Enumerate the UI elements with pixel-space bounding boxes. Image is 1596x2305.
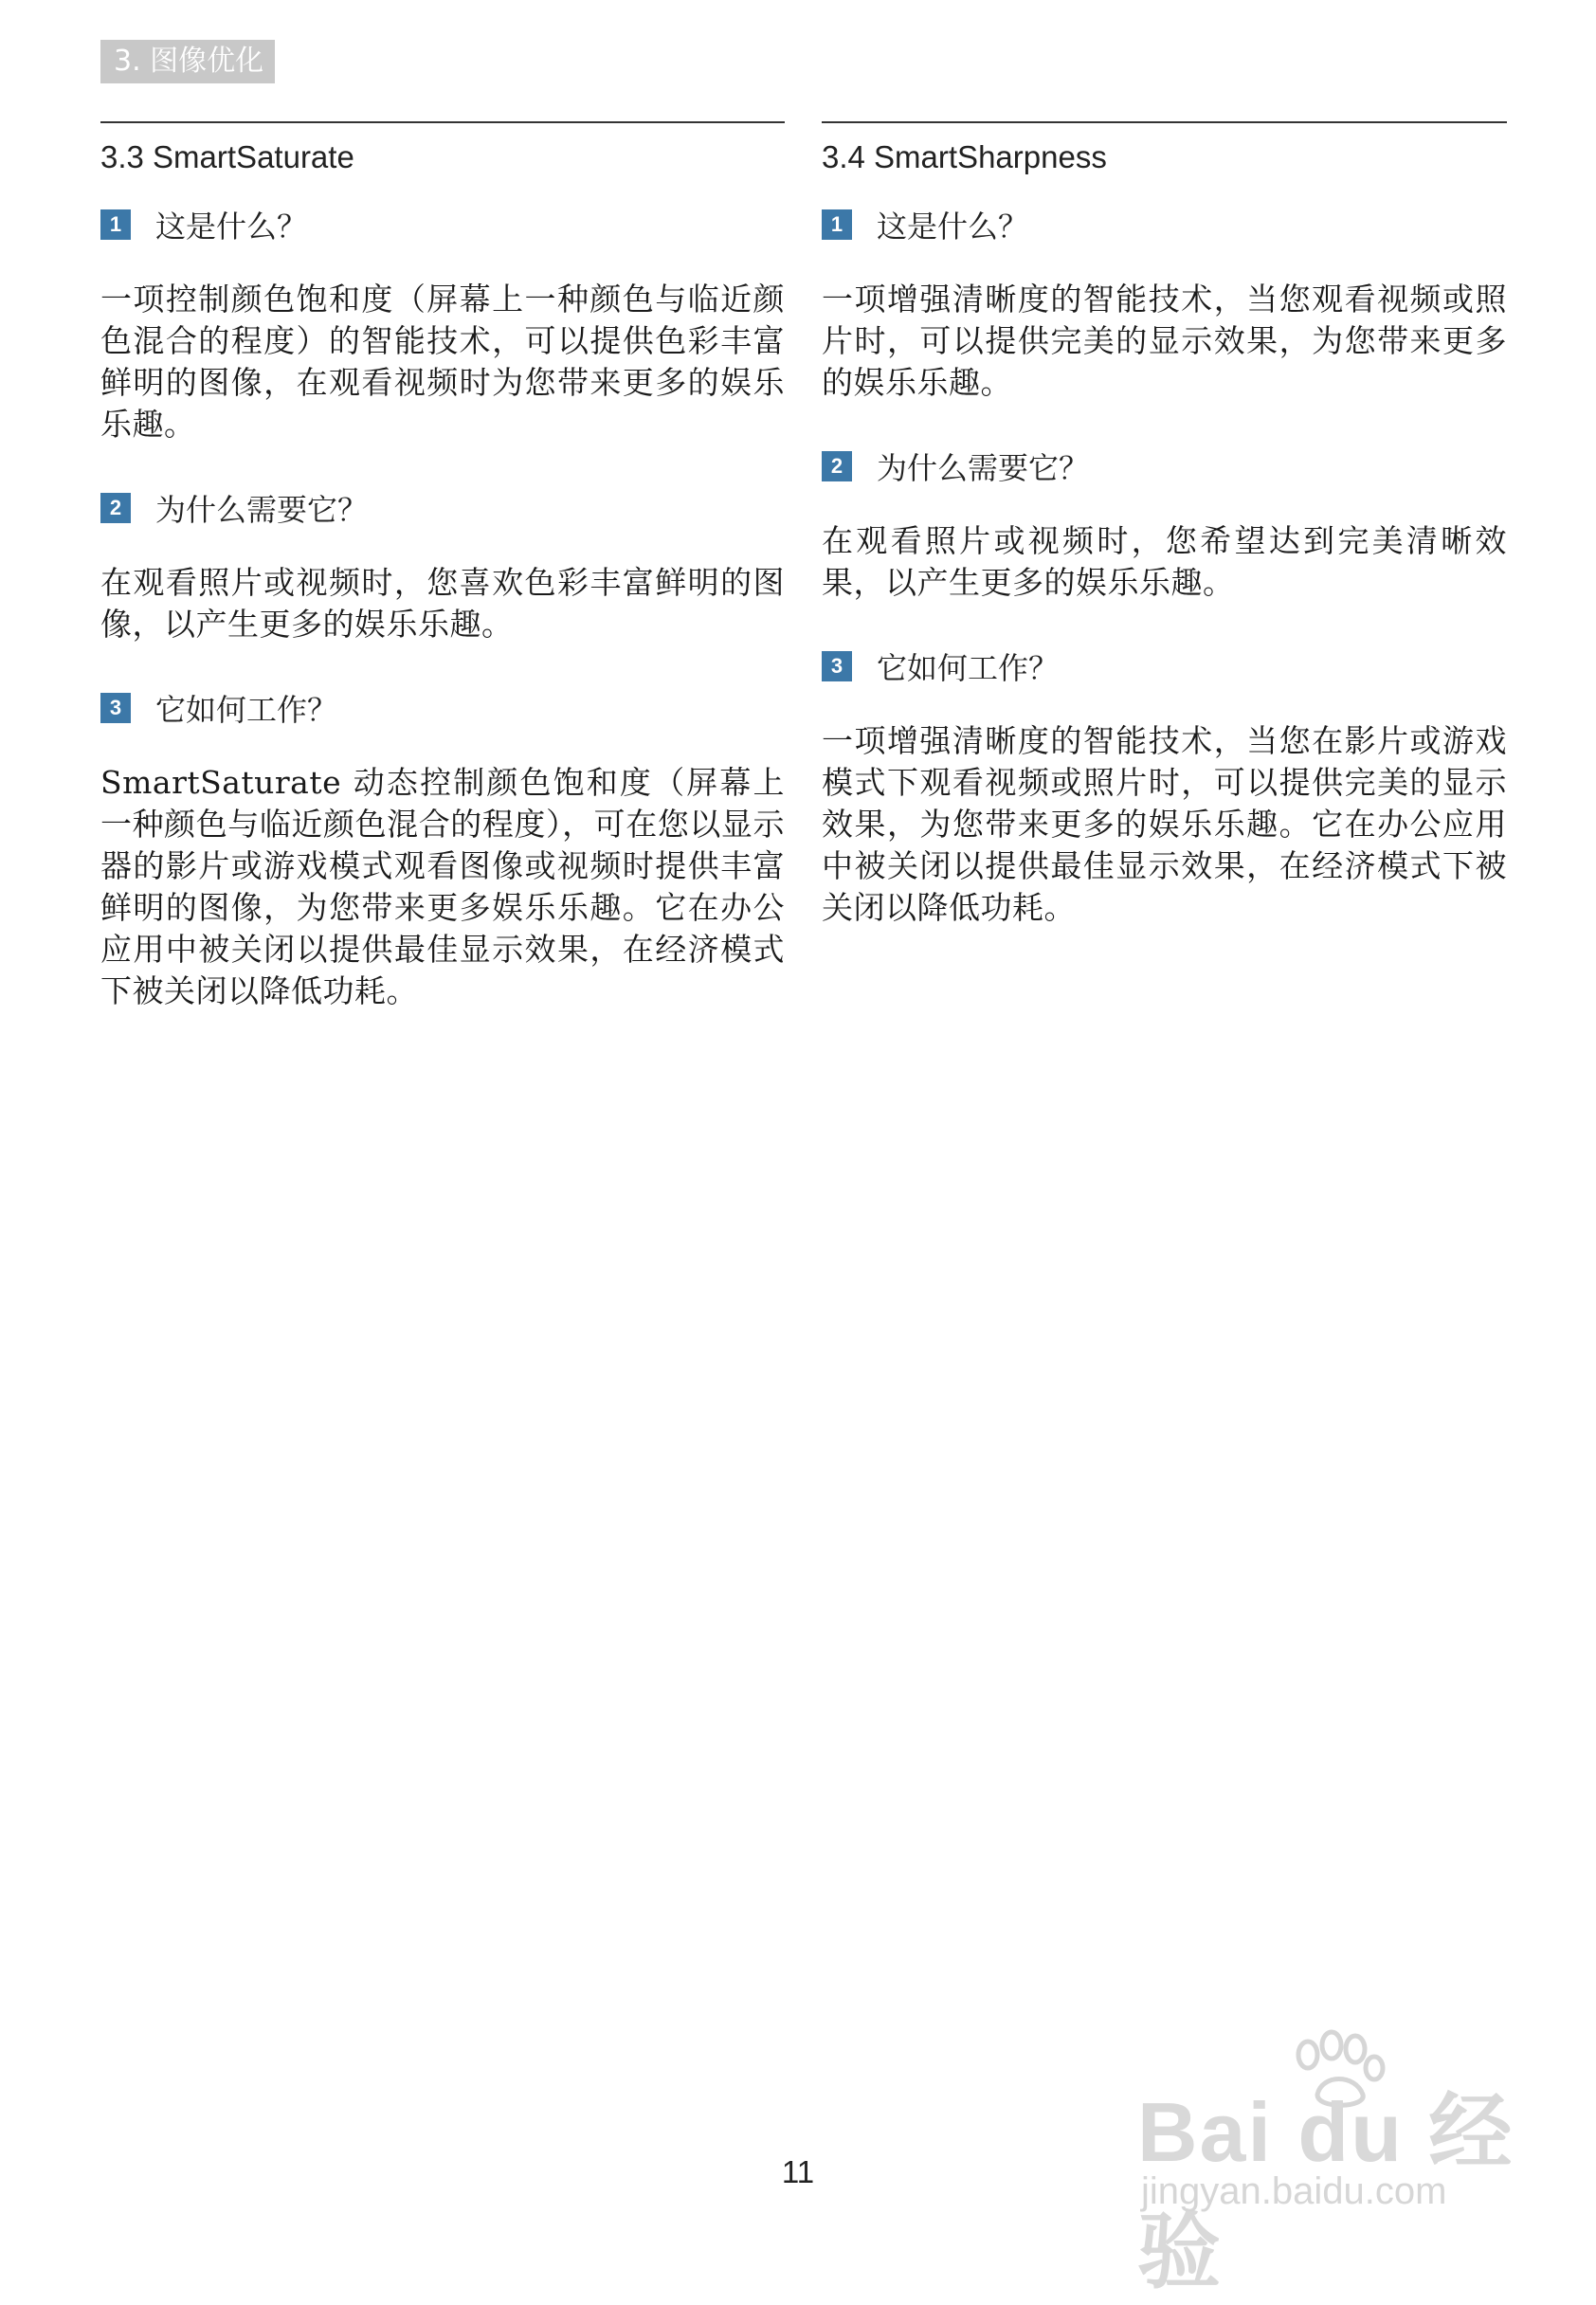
number-badge: 3 [100, 693, 131, 723]
section-divider [822, 121, 1507, 123]
left-column [100, 121, 785, 1012]
chapter-header-tab: 3. 图像优化 [100, 40, 275, 83]
answer-paragraph: 一项控制颜色饱和度（屏幕上一种颜色与临近颜色混合的程度）的智能技术，可以提供色彩丰富鲜明的图像，在观看视频时为您带来更多的娱乐乐趣。 [100, 281, 785, 443]
question-heading [822, 203, 1507, 246]
number-badge: 1 [822, 209, 852, 240]
answer-paragraph: 在观看照片或视频时，您喜欢色彩丰富鲜明的图像，以产生更多的娱乐乐趣。 [100, 564, 785, 643]
question-text: 为什么需要它？ [155, 492, 369, 528]
question-heading [100, 686, 785, 730]
number-badge: 3 [822, 651, 852, 681]
question-heading [100, 203, 785, 246]
answer-paragraph: 在观看照片或视频时，您希望达到完美清晰效果，以产生更多的娱乐乐趣。 [822, 522, 1507, 601]
baidu-jingyan-watermark [1137, 2028, 1554, 2298]
number-badge: 2 [100, 493, 131, 523]
answer-paragraph: 一项增强清晰度的智能技术，当您在影片或游戏模式下观看视频或照片时，可以提供完美的显示效果，为您带来更多的娱乐乐趣。它在办公应用中被关闭以提供最佳显示效果，在经济模式下被关闭以降低功耗。 [822, 722, 1507, 926]
number-badge: 1 [100, 209, 131, 240]
section-title: 3.3 SmartSaturate [100, 139, 354, 174]
question-text: 它如何工作？ [877, 650, 1060, 686]
page-number: 11 [781, 2154, 815, 2189]
question-text: 这是什么？ [877, 209, 1029, 245]
question-heading [100, 486, 785, 530]
question-heading [822, 445, 1507, 488]
question-text: 为什么需要它？ [877, 450, 1090, 486]
number-badge: 2 [822, 451, 852, 481]
watermark-logo: Bai du 经验 [1137, 2085, 1514, 2298]
section-title: 3.4 SmartSharpness [822, 139, 1107, 174]
question-text: 它如何工作？ [155, 692, 338, 728]
question-heading [822, 644, 1507, 688]
watermark-url: jingyan.baidu.com [1141, 2170, 1447, 2212]
right-column [822, 121, 1507, 929]
question-text: 这是什么？ [155, 209, 308, 245]
answer-paragraph: 一项增强清晰度的智能技术，当您观看视频或照片时，可以提供完美的显示效果，为您带来更多的娱乐乐趣。 [822, 281, 1507, 401]
section-divider [100, 121, 785, 123]
answer-paragraph: SmartSaturate 动态控制颜色饱和度（屏幕上一种颜色与临近颜色混合的程度），可在您以显示器的影片或游戏模式观看图像或视频时提供丰富鲜明的图像，为您带来更多娱乐乐趣。它在办公应用中被关闭以提供最佳显示效果，在经济模式下被关闭以降低功耗。 [100, 764, 785, 1009]
